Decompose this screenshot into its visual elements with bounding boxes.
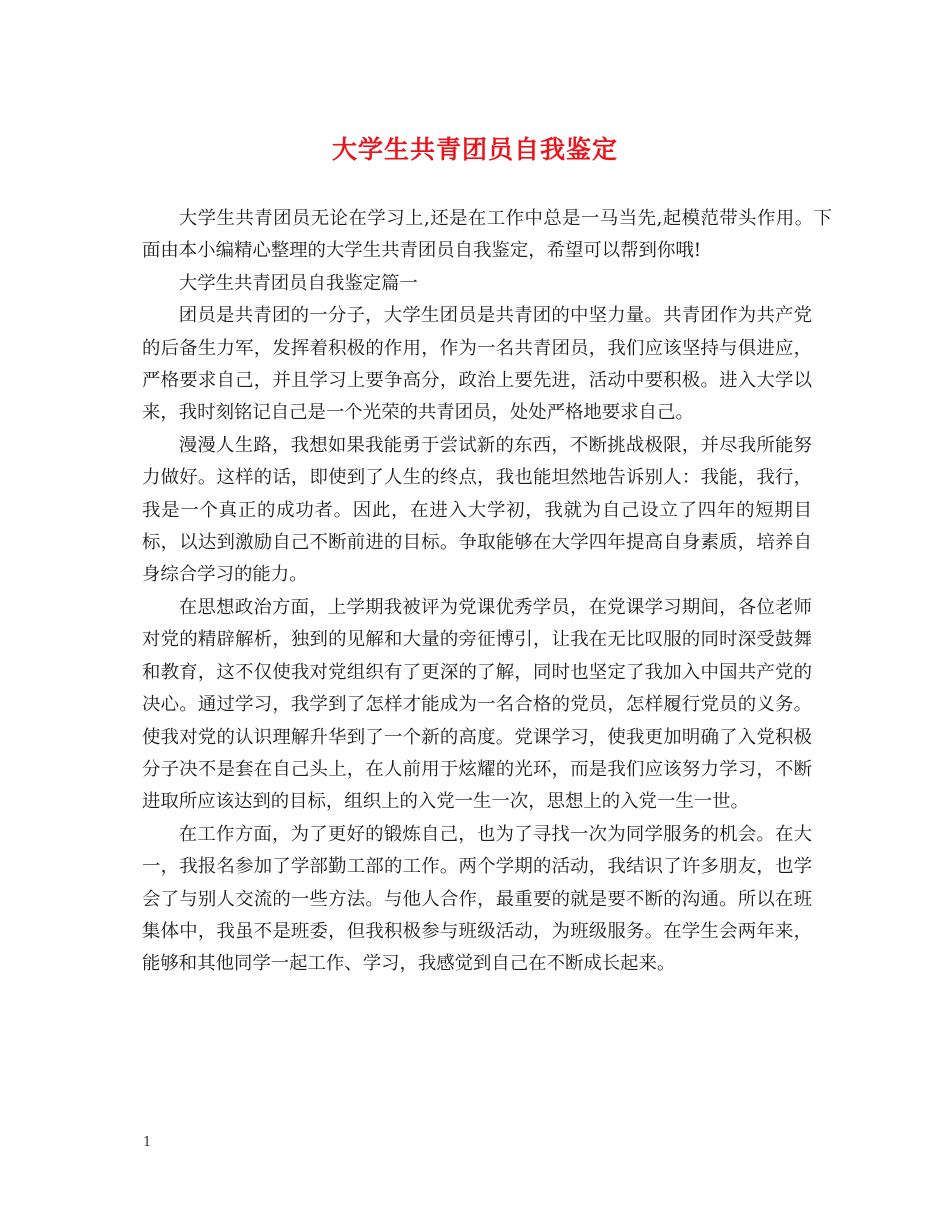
- intro-paragraph: 大学生共青团员无论在学习上,还是在工作中总是一马当先,起模范带头作用。下面由本小编精心整理的大学生共青团员自我鉴定，希望可以帮到你哦!: [142, 208, 832, 262]
- page-number: 1: [143, 1135, 152, 1150]
- document-title: 大学生共青团员自我鉴定: [331, 135, 618, 164]
- body-paragraph: 在工作方面，为了更好的锻炼自己，也为了寻找一次为同学服务的机会。在大一，我报名参加了学部勤工部的工作。两个学期的活动，我结识了许多朋友，也学会了与别人交流的一些方法。与他人合作，最重要的就是要不断的沟通。所以在班集体中，我虽不是班委，但我积极参与班级活动，为班级服务。在学生会两年来，能够和其他同学一起工作、学习，我感觉到自己在不断成长起来。: [142, 823, 812, 975]
- document-body: [142, 203, 832, 981]
- body-paragraph: 在思想政治方面，上学期我被评为党课优秀学员，在党课学习期间，各位老师对党的精辟解析，独到的见解和大量的旁征博引，让我在无比叹服的同时深受鼓舞和教育，这不仅使我对党组织有了更深的了解，同时也坚定了我加入中国共产党的决心。通过学习，我学到了怎样才能成为一名合格的党员，怎样履行党员的义务。使我对党的认识理解升华到了一个新的高度。党课学习，使我更加明确了入党积极分子决不是套在自己头上，在人前用于炫耀的光环，而是我们应该努力学习，不断进取所应该达到的目标，组织上的入党一生一次，思想上的入党一生一世。: [142, 596, 812, 813]
- body-paragraph: 团员是共青团的一分子，大学生团员是共青团的中坚力量。共青团作为共产党的后备生力军，发挥着积极的作用，作为一名共青团员，我们应该坚持与俱进应，严格要求自己，并且学习上要争高分，政治上要先进，活动中要积极。进入大学以来，我时刻铭记自己是一个光荣的共青团员，处处严格地要求自己。: [142, 305, 812, 424]
- body-paragraph: 漫漫人生路，我想如果我能勇于尝试新的东西，不断挑战极限，并尽我所能努力做好。这样的话，即使到了人生的终点，我也能坦然地告诉别人：我能，我行，我是一个真正的成功者。因此，在进入大学初，我就为自己设立了四年的短期目标，以达到激励自己不断前进的目标。争取能够在大学四年提高自身素质，培养自身综合学习的能力。: [142, 434, 812, 586]
- section-heading: 大学生共青团员自我鉴定篇一: [178, 272, 418, 294]
